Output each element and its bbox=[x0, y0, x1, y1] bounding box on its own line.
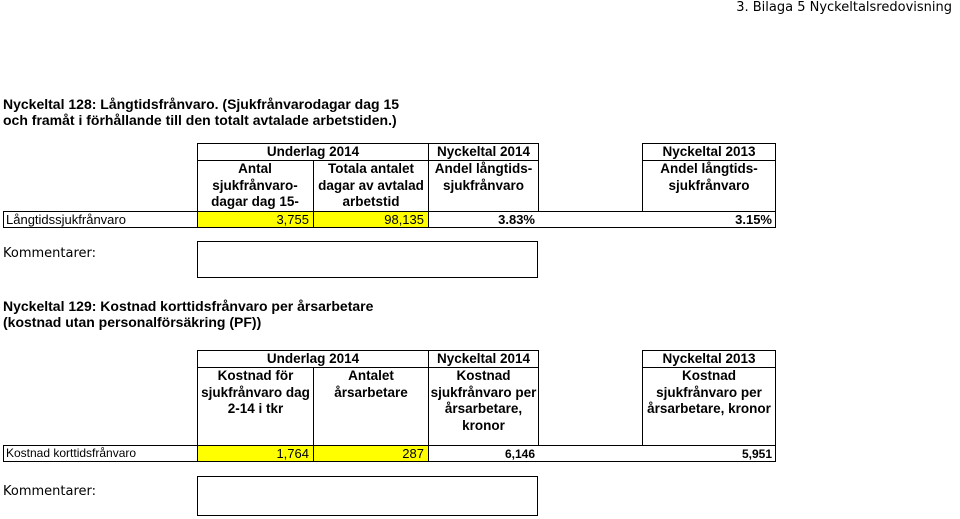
s2-col3-line3: årsarbetare, bbox=[444, 401, 523, 416]
s2-col1-header bbox=[197, 368, 314, 418]
s1-comment-box[interactable] bbox=[197, 241, 538, 278]
s2-comment-box[interactable] bbox=[197, 476, 538, 516]
s2-value-cost: 1,764 bbox=[197, 445, 314, 462]
s1-col1-border bbox=[197, 160, 314, 212]
s1-col3-line2: sjukfrånvaro bbox=[442, 177, 525, 193]
section1-title-line2: och framåt i förhållande till den totalt avtalade arbetstiden.) bbox=[3, 112, 397, 128]
s1-col4-border bbox=[642, 160, 776, 212]
s2-col4-line3: årsarbetare, kronor bbox=[647, 401, 771, 416]
s1-value-sickdays: 3,755 bbox=[197, 211, 314, 228]
s2-col1-line1: Kostnad för bbox=[217, 368, 294, 383]
s2-group-underlag: Underlag 2014 bbox=[197, 350, 429, 368]
section2-title-line2: (kostnad utan personalförsäkring (PF)) bbox=[3, 314, 262, 330]
s2-col4-line1: Kostnad bbox=[682, 368, 736, 383]
s1-col2-border bbox=[313, 160, 429, 212]
s1-col3-line1: Andel långtids- bbox=[434, 161, 533, 176]
s2-group-nyckeltal-2014: Nyckeltal 2014 bbox=[428, 350, 539, 368]
s2-col1-line2: sjukfrånvaro dag bbox=[201, 384, 310, 400]
s2-col2-line2: årsarbetare bbox=[334, 384, 408, 400]
s1-group-underlag: Underlag 2014 bbox=[197, 143, 429, 161]
s1-col1-line1: Antal bbox=[238, 161, 272, 176]
s2-col3-line4: kronor bbox=[462, 417, 505, 433]
s2-value-fte: 287 bbox=[313, 445, 429, 462]
s2-col4-line2: sjukfrånvaro per bbox=[656, 384, 762, 400]
s2-col2-header bbox=[313, 368, 429, 401]
section1-title bbox=[3, 96, 399, 128]
s2-col4-header bbox=[642, 368, 776, 418]
s1-col4-line1: Andel långtids- bbox=[660, 161, 758, 176]
s1-col2-line2: dagar av avtalad bbox=[318, 177, 424, 193]
s1-value-total-days: 98,135 bbox=[313, 211, 429, 228]
s2-comment-label: Kommentarer: bbox=[3, 484, 97, 499]
section2-title bbox=[3, 298, 373, 330]
page-header: 3. Bilaga 5 Nyckeltalsredovisning bbox=[736, 0, 952, 15]
s2-col3-line2: sjukfrånvaro per bbox=[430, 384, 537, 400]
s1-row-label: Långtidssjukfrånvaro bbox=[6, 212, 126, 227]
s2-col1-line3: 2-14 i tkr bbox=[227, 401, 284, 416]
s1-col3-border bbox=[428, 160, 539, 212]
s1-group-nyckeltal-2013: Nyckeltal 2013 bbox=[642, 143, 776, 161]
s2-value-cost-per-fte-2013: 5,951 bbox=[741, 447, 772, 461]
s1-col1-line3: dagar dag 15- bbox=[211, 194, 299, 209]
s1-value-share-2014: 3.83% bbox=[498, 212, 535, 227]
section2-title-line1: Nyckeltal 129: Kostnad korttidsfrånvaro per årsarbetare bbox=[3, 298, 374, 314]
s1-value-share-2013: 3.15% bbox=[735, 212, 772, 227]
s2-row-label: Kostnad korttidsfrånvaro bbox=[6, 446, 137, 460]
s1-col2-line3: arbetstid bbox=[342, 194, 400, 209]
s1-comment-label: Kommentarer: bbox=[3, 246, 97, 261]
s1-col1-line2: sjukfrånvaro- bbox=[212, 177, 298, 193]
s1-col4-line2: sjukfrånvaro bbox=[668, 177, 750, 193]
section1-title-line1: Nyckeltal 128: Långtidsfrånvaro. (Sjukfrånvarodagar dag 15 bbox=[3, 96, 400, 112]
s2-col3-header bbox=[428, 368, 539, 434]
s1-col2-line1: Totala antalet bbox=[327, 161, 415, 176]
s2-col3-line1: Kostnad bbox=[456, 368, 511, 383]
s1-group-nyckeltal-2014: Nyckeltal 2014 bbox=[428, 143, 539, 161]
s2-group-nyckeltal-2013: Nyckeltal 2013 bbox=[642, 350, 776, 368]
s2-col2-line1: Antalet bbox=[348, 368, 394, 383]
s2-value-cost-per-fte-2014: 6,146 bbox=[504, 447, 535, 461]
